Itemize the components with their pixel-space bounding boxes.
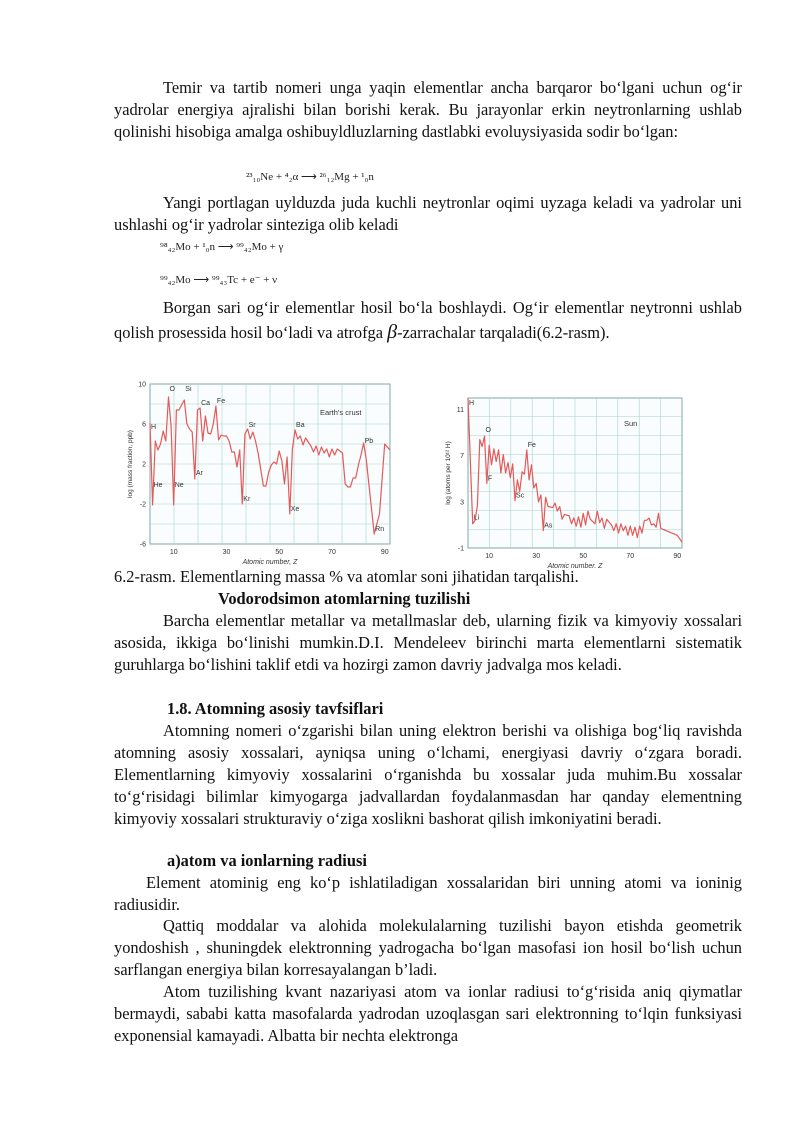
- crust-y-tick: -6: [139, 541, 146, 549]
- crust-y-label: log (mass fraction, ppb): [127, 430, 134, 498]
- chart-earths-crust: [114, 374, 398, 575]
- paragraph-7: Qattiq moddalar va alohida molekulalarning tuzilishi bayon etishda geometrik yondoshish , shuningdek elektronning yadrogacha bo‘lgan masofasi ion hosil bo‘lish uchun sarflangan energiya bilan korresayalangan b’ladi.: [114, 916, 742, 979]
- sun-x-tick: 90: [673, 553, 682, 560]
- sun-y-label: log (atoms per 10¹² H): [445, 441, 452, 505]
- sun-annotation: Sun: [624, 419, 638, 428]
- crust-element-label: Sr: [248, 422, 256, 429]
- crust-x-label: Atomic number, Z: [242, 559, 298, 566]
- sun-element-label: F: [487, 475, 493, 483]
- beta-symbol: β: [387, 321, 398, 343]
- paragraph-3-text: Borgan sari og‘ir elementlar hosil bo‘la boshlaydi. Og‘ir elementlar neytronni ushlab qolish prosessida hosil bo‘ladi va atrofga: [114, 298, 742, 342]
- sun-x-tick: 10: [485, 553, 494, 560]
- sun-element-label: As: [544, 522, 553, 530]
- crust-element-label: H: [151, 424, 157, 431]
- crust-x-tick: 30: [222, 549, 231, 556]
- equation-mo-decay: ⁹⁹₄₂Mo ⟶ ⁹⁹₄₃Tc + e⁻ + ν: [160, 274, 278, 286]
- crust-element-label: Ne: [174, 482, 184, 489]
- crust-x-tick: 70: [328, 549, 336, 556]
- paragraph-1: Temir va tartib nomeri unga yaqin elementlar ancha barqaror bo‘lgani uchun og‘ir yadrolar energiya ajralishi bilan borishi kerak. Bu jarayonlar erkin neytronlarning ushlab qolinishi hisobiga amalga oshibuyldluzlarning dastlabki evoluysiyasida sodir bo‘lgan:: [114, 78, 742, 141]
- heading-atom-properties: 1.8. Atomning asosiy tavfsiflari: [167, 699, 384, 718]
- paragraph-2: Yangi portlagan uylduzda juda kuchli neytronlar oqimi uyzaga keladi va yadrolar uni ushlashi og‘ir yadrolar sinteziga olib keladi: [114, 193, 742, 234]
- sun-y-tick: -1: [457, 545, 464, 553]
- crust-x-tick: 90: [380, 549, 389, 556]
- crust-element-label: He: [153, 482, 163, 489]
- chart-earths-crust-svg: [114, 374, 398, 570]
- heading-atom-ion-radius: a)atom va ionlarning radiusi: [167, 851, 367, 870]
- sun-element-label: Sc: [516, 492, 525, 500]
- crust-element-label: Ar: [195, 470, 203, 477]
- sun-element-label: H: [469, 400, 475, 407]
- crust-y-tick: 6: [142, 421, 146, 429]
- sun-element-label: Fe: [527, 441, 536, 449]
- paragraph-8: Atom tuzilishing kvant nazariyasi atom va ionlar radiusi to‘g‘risida aniq qiymatlar bermaydi, sababi katta masofalarda yadrodan uzoqlasgan sari elektronning to‘lqin funksiyasi exponensial kamayadi. Albatta bir nechta elektronga: [114, 982, 742, 1045]
- crust-element-label: Ca: [201, 400, 211, 407]
- crust-element-label: Fe: [216, 398, 226, 405]
- figure-caption: 6.2-rasm. Elementlarning massa % va atomlar soni jihatidan tarqalishi.: [114, 567, 579, 586]
- sun-y-tick: 7: [460, 453, 464, 461]
- paragraph-4: Barcha elementlar metallar va metallmaslar deb, ularning fizik va kimyoviy xossalari asosida, ikkiga bo‘linishi mumkin.D.I. Mendeleev birinchi marta elementlarni sistematik guruhlarga bo‘lishini taklif etdi va hozirgi zamon davriy jadvalga mos keladi.: [114, 611, 742, 674]
- sun-element-label: O: [485, 426, 491, 434]
- sun-x-tick: 70: [626, 553, 635, 560]
- sun-x-tick: 50: [579, 553, 588, 560]
- crust-element-label: O: [169, 386, 175, 393]
- crust-element-label: Xe: [290, 506, 300, 513]
- crust-x-tick: 50: [275, 549, 284, 556]
- crust-y-tick: 2: [142, 461, 146, 469]
- sun-x-tick: 30: [532, 553, 541, 560]
- crust-y-tick: 10: [138, 381, 146, 389]
- crust-x-tick: 10: [169, 549, 178, 556]
- chart-sun-svg: [444, 390, 688, 568]
- sun-element-label: Li: [473, 514, 480, 522]
- crust-y-tick: -2: [139, 501, 146, 509]
- crust-element-label: Kr: [243, 496, 251, 503]
- crust-element-label: Si: [185, 386, 192, 393]
- paragraph-3-tail: -zarrachalar tarqaladi(6.2-rasm).: [397, 323, 610, 342]
- heading-hydrogen-like-atoms: Vodorodsimon atomlarning tuzilishi: [218, 589, 471, 608]
- paragraph-5: Atomning nomeri o‘zgarishi bilan uning elektron berishi va olishiga bog‘liq ravishda atomning asosiy xossalari, ayniqsa uning o‘lchami, energiyasi davriy o‘zgara boradi. Elementlarning kimyoviy xossalarini o‘rganishda bu xossalar juda muhim.Bu xossalar to‘g‘risidagi bilimlar kimyogarga jadvallardan foydalanmasdan har qanday elementning kimyoviy xossalari strukturaviy o‘ziga xoslikni bashorat qilish imkoniyatini beradi.: [114, 721, 742, 828]
- paragraph-3: [114, 296, 742, 345]
- equation-ne-alpha: ²³₁₀Ne + ⁴₂α ⟶ ²⁶₁₂Mg + ¹₀n: [246, 171, 374, 183]
- crust-element-label: Ba: [296, 422, 305, 429]
- sun-y-tick: 11: [456, 407, 464, 415]
- sun-y-tick: 3: [460, 499, 464, 507]
- paragraph-6: Element atominig eng ko‘p ishlatiladigan xossalaridan biri unning atomi va ioninig radiusidir.: [114, 873, 742, 914]
- sun-x-label: Atomic number, Z: [547, 563, 603, 568]
- crust-element-label: Rn: [375, 526, 385, 533]
- crust-element-label: Pb: [364, 438, 374, 445]
- chart-sun: [444, 390, 688, 573]
- equation-mo-neutron: ⁹⁸₄₂Mo + ¹₀n ⟶ ⁹⁹₄₂Mo + γ: [160, 241, 284, 253]
- crust-annotation: Earth's crust: [320, 408, 362, 417]
